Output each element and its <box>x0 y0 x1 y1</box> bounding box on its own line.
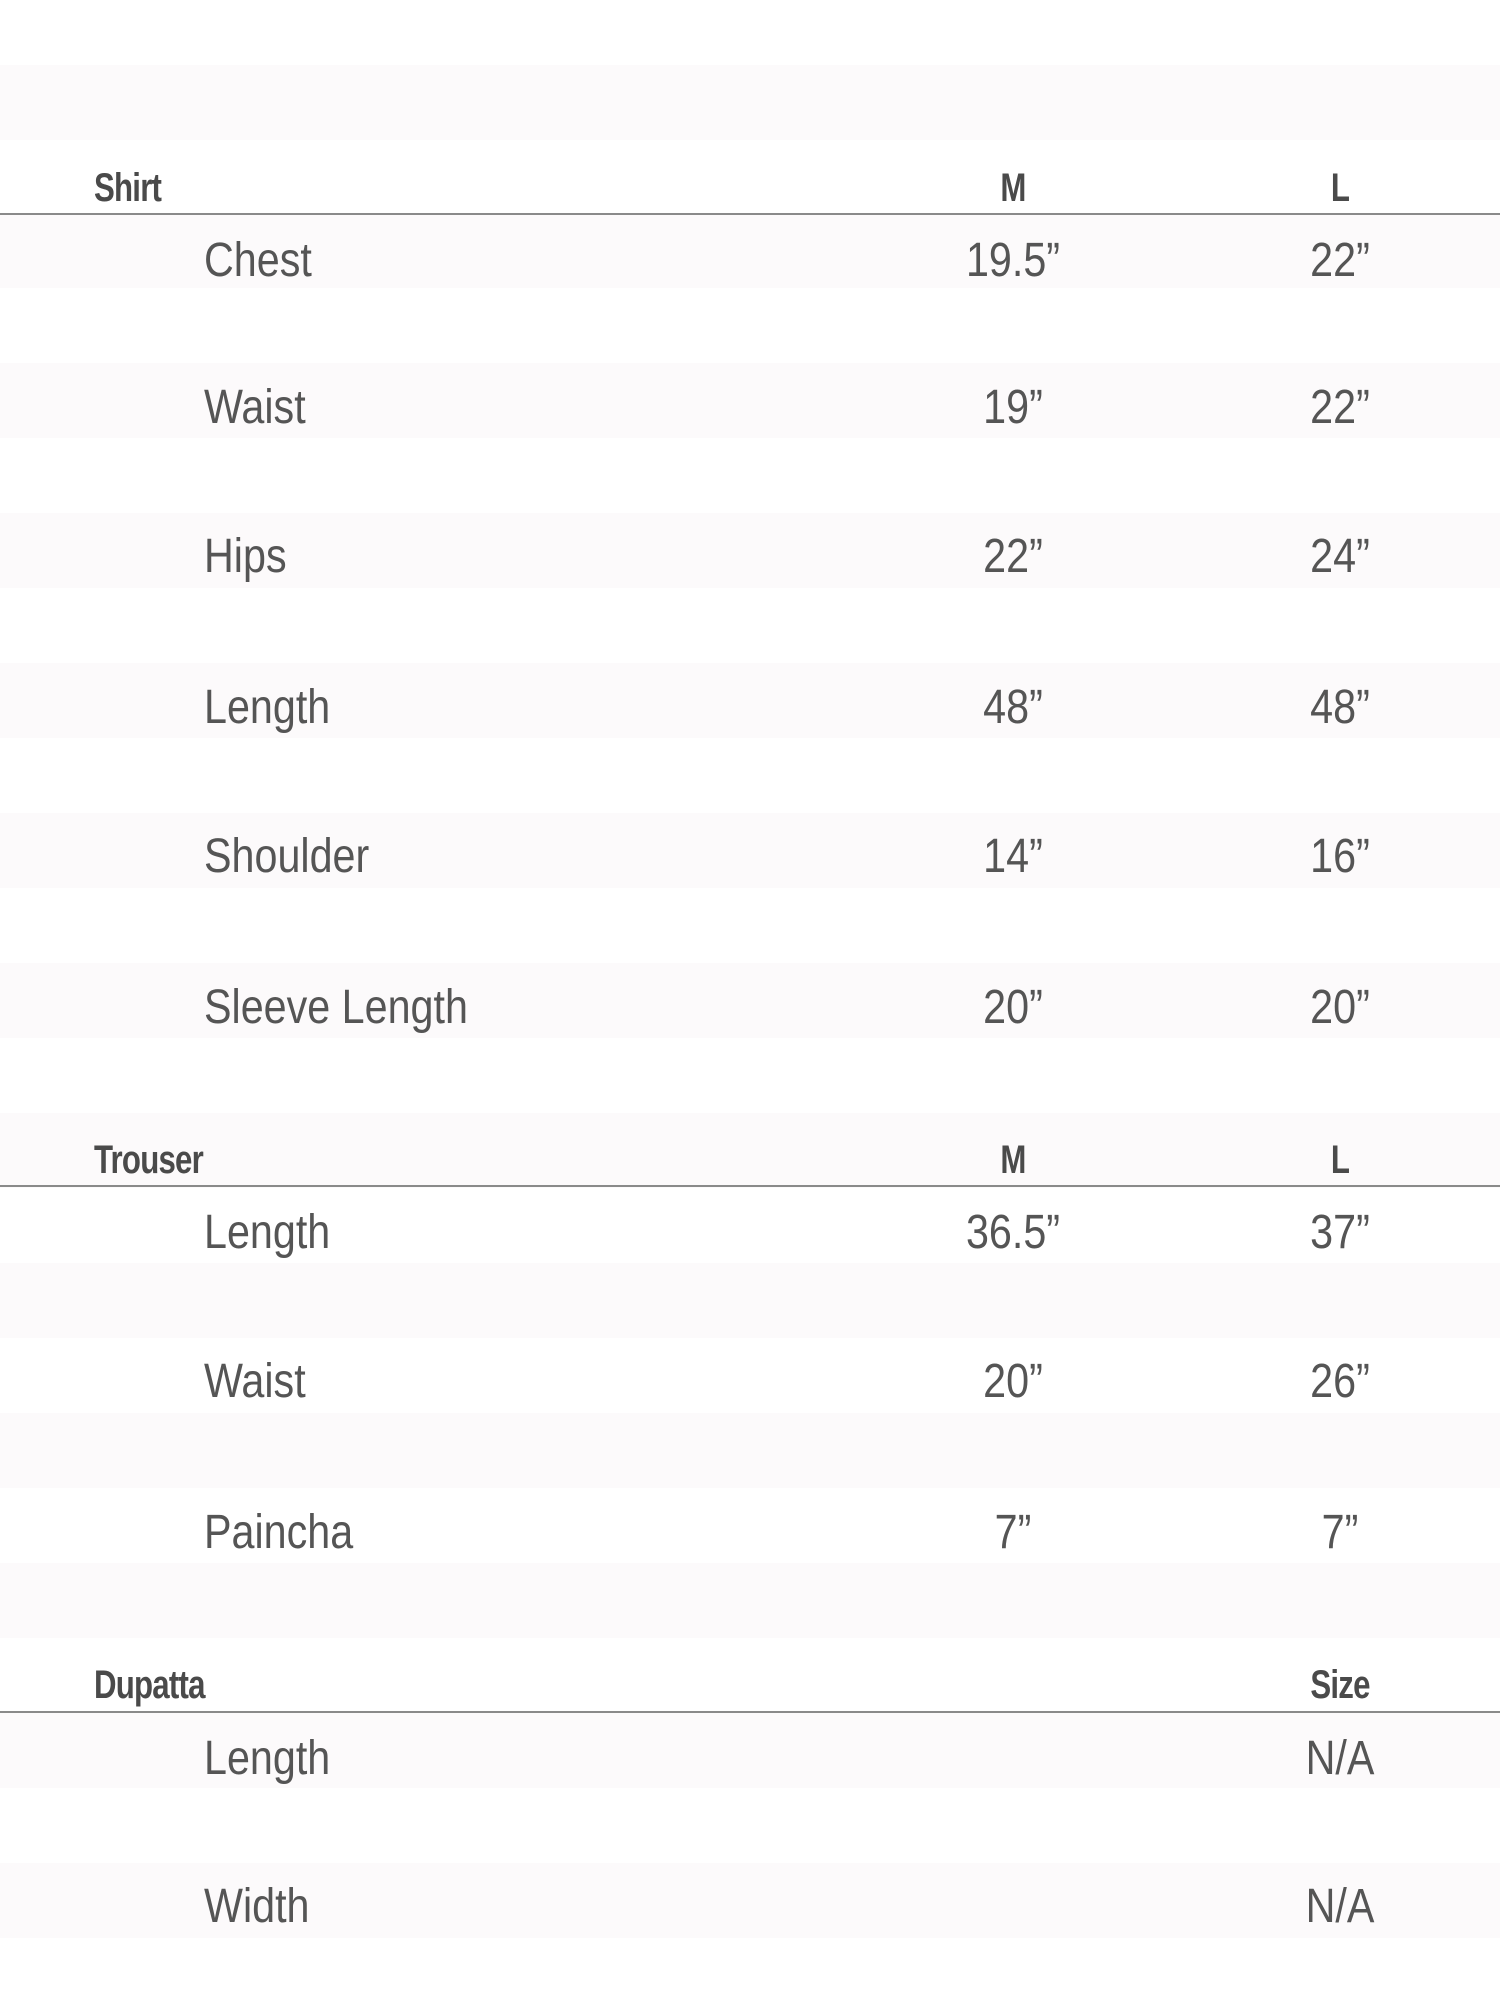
row-label: Chest <box>204 234 312 287</box>
header-divider <box>0 1711 1500 1713</box>
column-header-m: M <box>1000 1138 1026 1182</box>
row-value-m: 7” <box>994 1506 1032 1559</box>
row-value-m: 48” <box>983 681 1043 734</box>
column-header-m: M <box>1000 166 1026 210</box>
section-title: Shirt <box>94 166 162 210</box>
row-value-m: 19.5” <box>965 234 1061 287</box>
row-label: Sleeve Length <box>204 981 468 1034</box>
row-value-l: 48” <box>1310 681 1370 734</box>
row-stripe <box>0 65 1500 140</box>
section-title: Dupatta <box>94 1663 205 1707</box>
row-value-l: 7” <box>1321 1506 1359 1559</box>
row-value-m: 19” <box>983 381 1043 434</box>
row-label: Shoulder <box>204 830 370 883</box>
row-label: Waist <box>204 381 306 434</box>
row-value-m: 20” <box>983 981 1043 1034</box>
row-value-empty <box>884 1724 1142 1794</box>
row-value-m: 36.5” <box>965 1206 1061 1259</box>
section-title: Trouser <box>94 1138 203 1182</box>
row-value-l: 37” <box>1310 1206 1370 1259</box>
row-value-l: 26” <box>1310 1355 1370 1408</box>
row-value-l: 22” <box>1310 381 1370 434</box>
row-label: Length <box>204 681 331 734</box>
row-label: Width <box>204 1880 310 1933</box>
row-label: Paincha <box>204 1506 354 1559</box>
row-value-l: 24” <box>1310 530 1370 583</box>
row-label: Hips <box>204 530 287 583</box>
row-value-l: 20” <box>1310 981 1370 1034</box>
column-header-size: Size <box>1310 1663 1370 1707</box>
header-divider <box>0 1185 1500 1187</box>
row-value-l: 22” <box>1310 234 1370 287</box>
row-label: Length <box>204 1206 331 1259</box>
row-value-size: N/A <box>1305 1880 1375 1933</box>
header-divider <box>0 213 1500 215</box>
row-value-m: 22” <box>983 530 1043 583</box>
row-value-m: 20” <box>983 1355 1043 1408</box>
row-value-empty <box>884 1872 1142 1942</box>
row-stripe <box>0 1263 1500 1338</box>
row-label: Waist <box>204 1355 306 1408</box>
row-value-size: N/A <box>1305 1732 1375 1785</box>
row-stripe <box>0 1563 1500 1638</box>
row-label: Length <box>204 1732 331 1785</box>
column-header-l: L <box>1330 1138 1350 1182</box>
column-header-empty <box>935 1655 1091 1715</box>
row-value-l: 16” <box>1310 830 1370 883</box>
row-value-m: 14” <box>983 830 1043 883</box>
row-stripe <box>0 1413 1500 1488</box>
column-header-l: L <box>1330 166 1350 210</box>
